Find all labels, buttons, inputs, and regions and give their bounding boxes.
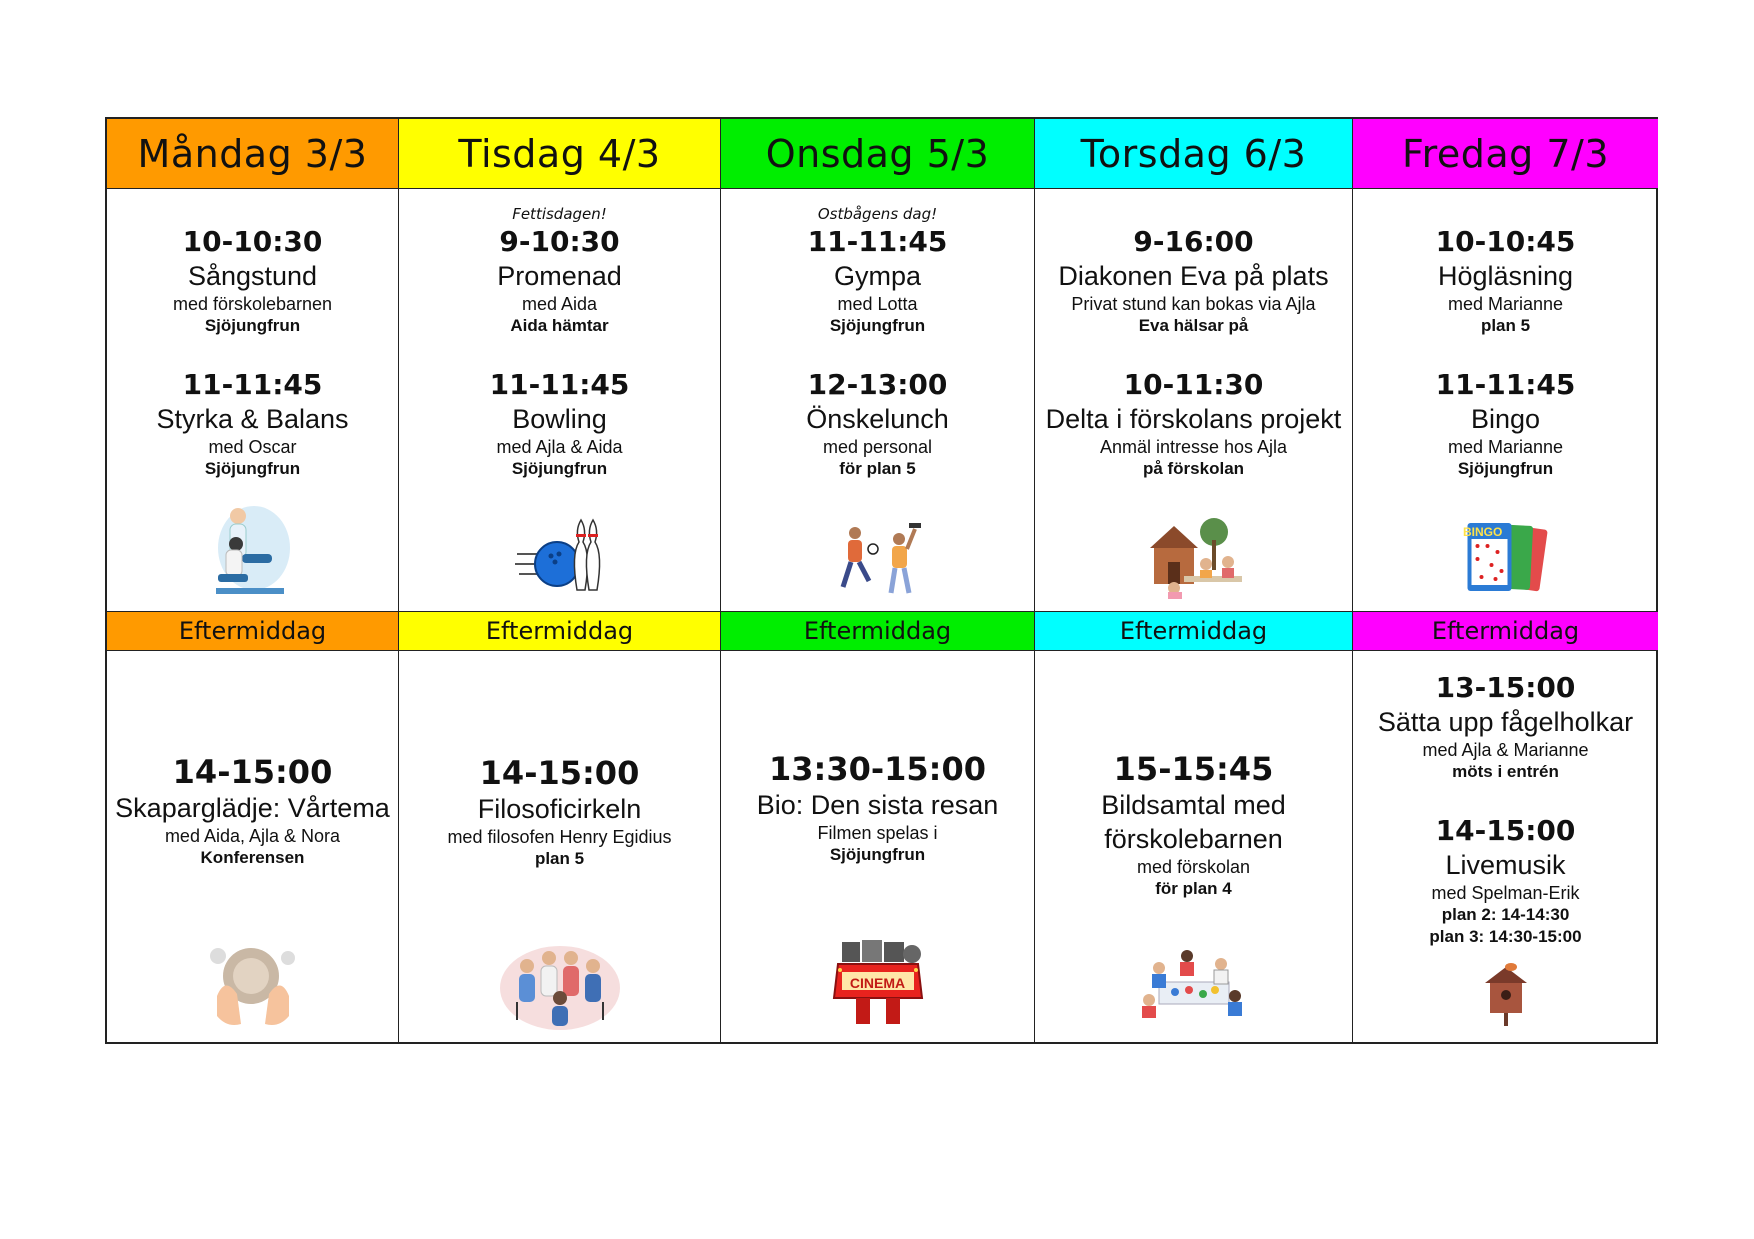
- afternoon-section: [1035, 651, 1352, 1044]
- activity-location: för plan 5: [839, 459, 916, 478]
- weekly-schedule: [105, 117, 1658, 1044]
- activity-location: för plan 4: [1155, 879, 1232, 898]
- afternoon-label: Eftermiddag: [1353, 611, 1658, 651]
- activity-title: Styrka & Balans: [156, 404, 349, 434]
- activity-location: på förskolan: [1142, 459, 1245, 478]
- activity: [721, 225, 1034, 337]
- activity-time: 11-11:45: [1435, 368, 1576, 401]
- afternoon-label: Eftermiddag: [1035, 611, 1352, 651]
- activity-host: Filmen spelas i: [817, 823, 938, 843]
- activity: [399, 368, 720, 480]
- discussion-circle-illustration: [497, 936, 623, 1034]
- activity-host: med Aida: [521, 294, 598, 314]
- activity-host: med Ajla & Marianne: [1422, 740, 1589, 760]
- morning-section: [721, 189, 1034, 611]
- activity-host: med förskolan: [1136, 857, 1251, 877]
- day-column-monday: [107, 119, 398, 1042]
- activity-host: med Lotta: [837, 294, 918, 314]
- afternoon-label: Eftermiddag: [399, 611, 720, 651]
- day-header: Tisdag 4/3: [399, 119, 720, 189]
- activity-host: med förskolebarnen: [172, 294, 333, 314]
- activity-host: med Oscar: [208, 437, 297, 457]
- morning-section: [1353, 189, 1658, 611]
- activity-host: Anmäl intresse hos Ajla: [1099, 437, 1288, 457]
- day-column-thursday: [1034, 119, 1352, 1042]
- activity-location: Sjöjungfrun: [829, 845, 926, 864]
- activity-title: Promenad: [497, 261, 622, 291]
- afternoon-section: [107, 651, 398, 1044]
- morning-section: [399, 189, 720, 611]
- activity-location: Aida hämtar: [510, 316, 609, 335]
- activity-title: Bildsamtal med förskolebarnen: [1101, 790, 1286, 854]
- activity-host: med Ajla & Aida: [496, 437, 623, 457]
- bowling-illustration: [515, 514, 605, 594]
- activity-title: Bio: Den sista resan: [756, 790, 999, 820]
- activity-time: 13-15:00: [1435, 671, 1576, 704]
- activity-time: 13:30-15:00: [769, 750, 986, 788]
- activity-location: Sjöjungfrun: [829, 316, 926, 335]
- activity-title: Filosoficirkeln: [477, 794, 642, 824]
- afternoon-section: [1353, 651, 1658, 1044]
- activity-title: Bingo: [1470, 404, 1541, 434]
- activity: [107, 753, 398, 869]
- activity: [399, 225, 720, 337]
- day-column-tuesday: [398, 119, 720, 1042]
- activity-host: med filosofen Henry Egidius: [447, 827, 672, 847]
- pottery-hands-illustration: [203, 936, 303, 1031]
- afternoon-section: [399, 651, 720, 1044]
- activity-title: Högläsning: [1437, 261, 1574, 291]
- activity: [107, 368, 398, 480]
- activity-host: med Marianne: [1447, 294, 1564, 314]
- activity-location: plan 2: 14-14:30: [1441, 905, 1570, 924]
- activity: [1353, 225, 1658, 337]
- day-column-wednesday: [720, 119, 1034, 1042]
- preschool-house-illustration: [1144, 514, 1244, 599]
- afternoon-label: Eftermiddag: [721, 611, 1034, 651]
- activity-location: Sjöjungfrun: [204, 316, 301, 335]
- activity: [1035, 750, 1352, 900]
- activity-host: med Spelman-Erik: [1431, 883, 1580, 903]
- exercise-illustration: [208, 504, 298, 599]
- activity-host: med Aida, Ajla & Nora: [164, 826, 341, 846]
- activity-location: plan 5: [534, 849, 585, 868]
- activity-host: med personal: [822, 437, 933, 457]
- activity: [399, 754, 720, 870]
- activity-time: 12-13:00: [807, 368, 948, 401]
- morning-section: [1035, 189, 1352, 611]
- activity-title: Skaparglädje: Vårtema: [115, 793, 390, 823]
- morning-section: [107, 189, 398, 611]
- afternoon-label: Eftermiddag: [107, 611, 398, 651]
- activity-location: plan 5: [1480, 316, 1531, 335]
- activity-location: Sjöjungfrun: [511, 459, 608, 478]
- activity-time: 11-11:45: [182, 368, 323, 401]
- activity-time: 11-11:45: [807, 225, 948, 258]
- day-header: Torsdag 6/3: [1035, 119, 1352, 189]
- activity-host: Privat stund kan bokas via Ajla: [1071, 294, 1316, 314]
- activity-time: 15-15:45: [1113, 750, 1274, 788]
- activity: [107, 225, 398, 337]
- day-header: Måndag 3/3: [107, 119, 398, 189]
- activity-time: 14-15:00: [479, 754, 640, 792]
- activity-title: Bowling: [512, 404, 607, 434]
- afternoon-section: [721, 651, 1034, 1044]
- activity: [1035, 225, 1352, 337]
- activity-time: 10-10:30: [182, 225, 323, 258]
- activity-time: 11-11:45: [489, 368, 630, 401]
- activity-location: Konferensen: [200, 848, 305, 867]
- gym-people-illustration: [833, 519, 923, 599]
- day-header: Fredag 7/3: [1353, 119, 1658, 189]
- bingo-card-text: BINGO: [1463, 525, 1503, 539]
- day-column-friday: [1352, 119, 1658, 1042]
- activity: [1353, 368, 1658, 480]
- activity-time: 9-10:30: [499, 225, 620, 258]
- children-painting-illustration: [1139, 946, 1249, 1021]
- activity: [721, 368, 1034, 480]
- activity-location: Sjöjungfrun: [1457, 459, 1554, 478]
- day-note: Fettisdagen!: [512, 205, 607, 223]
- day-header: Onsdag 5/3: [721, 119, 1034, 189]
- activity-title: Diakonen Eva på plats: [1058, 261, 1329, 291]
- activity: [1035, 368, 1352, 480]
- cinema-sign-text: CINEMA: [849, 975, 906, 991]
- activity-location: Eva hälsar på: [1138, 316, 1249, 335]
- activity-time: 9-16:00: [1133, 225, 1254, 258]
- day-note: Ostbågens dag!: [817, 205, 938, 223]
- activity-time: 14-15:00: [1435, 814, 1576, 847]
- activity-title: Gympa: [833, 261, 922, 291]
- activity-location: Sjöjungfrun: [204, 459, 301, 478]
- activity: [1353, 671, 1658, 783]
- activity-time: 10-11:30: [1123, 368, 1264, 401]
- activity-title: Delta i förskolans projekt: [1045, 404, 1342, 434]
- activity-title: Sätta upp fågelholkar: [1377, 707, 1634, 737]
- activity-title: Önskelunch: [806, 404, 949, 434]
- activity-title: Sångstund: [187, 261, 318, 291]
- activity-location: plan 3: 14:30-15:00: [1429, 927, 1582, 946]
- activity-location: möts i entrén: [1452, 762, 1559, 781]
- activity-host: med Marianne: [1447, 437, 1564, 457]
- activity: [1353, 814, 1658, 948]
- activity-time: 14-15:00: [172, 753, 333, 791]
- birdhouse-illustration: [1481, 961, 1531, 1026]
- activity-time: 10-10:45: [1435, 225, 1576, 258]
- activity-title: Livemusik: [1445, 850, 1566, 880]
- activity: [721, 750, 1034, 866]
